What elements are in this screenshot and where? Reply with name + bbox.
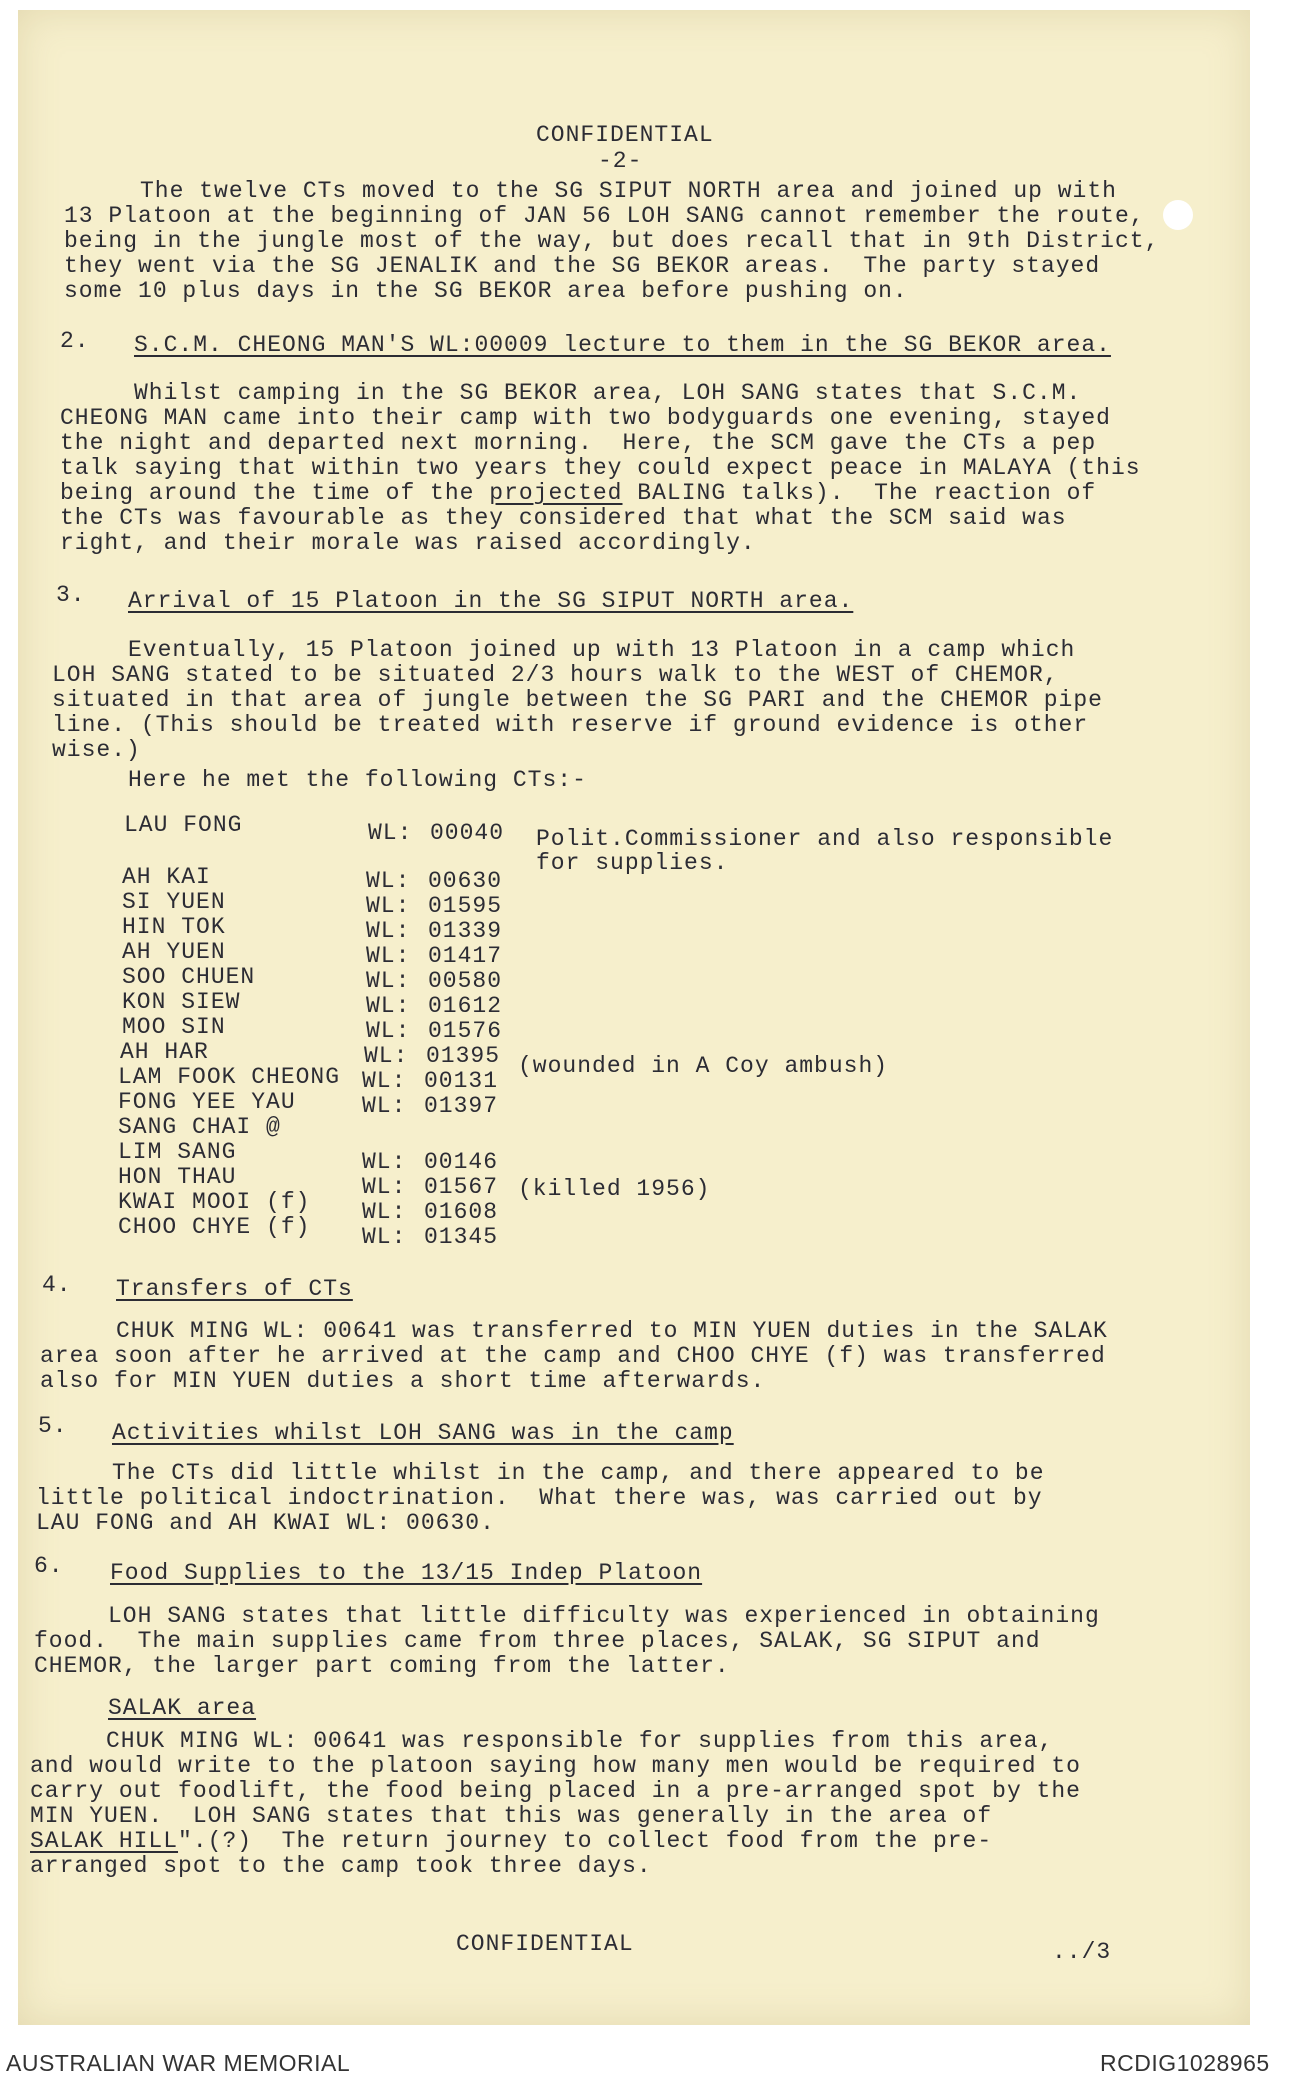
section-line: being around the time of the projected BALING talks). The reaction of xyxy=(60,480,1097,506)
section-line: arranged spot to the camp took three days. xyxy=(30,1853,652,1879)
section-line: CHUK MING WL: 00641 was transferred to MIN YUEN duties in the SALAK xyxy=(116,1318,1108,1344)
section-heading: S.C.M. CHEONG MAN'S WL:00009 lecture to them in the SG BEKOR area. xyxy=(134,332,1111,358)
ct-note: (killed 1956) xyxy=(518,1176,711,1202)
ct-name: LAM FOOK CHEONG xyxy=(118,1064,341,1090)
section-line: LOH SANG stated to be situated 2/3 hours walk to the WEST of CHEMOR, xyxy=(52,662,1059,688)
ct-wl-label: WL: xyxy=(364,1043,409,1069)
section-line: the CTs was favourable as they considered that what the SCM said was xyxy=(60,505,1067,531)
ct-wl-number: 00580 xyxy=(428,968,503,994)
section-line: area soon after he arrived at the camp and CHOO CHYE (f) was transferred xyxy=(40,1343,1106,1369)
ct-wl-number: 01395 xyxy=(426,1043,501,1069)
section-number: 5. xyxy=(38,1413,68,1439)
ct-name: HON THAU xyxy=(118,1164,237,1190)
subsection-heading: SALAK area xyxy=(108,1695,257,1721)
section-line: situated in that area of jungle between the SG PARI and the CHEMOR pipe xyxy=(52,687,1103,713)
ct-note: for supplies. xyxy=(536,850,729,876)
section-line: SALAK HILL".(?) The return journey to collect food from the pre- xyxy=(30,1828,993,1854)
ct-wl-number: 01612 xyxy=(428,993,503,1019)
section-line: also for MIN YUEN duties a short time afterwards. xyxy=(40,1368,766,1394)
intro-line: they went via the SG JENALIK and the SG BEKOR areas. The party stayed xyxy=(64,253,1101,279)
section-heading: Food Supplies to the 13/15 Indep Platoon xyxy=(110,1560,703,1586)
section-heading: Activities whilst LOH SANG was in the camp xyxy=(112,1420,734,1446)
ct-wl-number: 01595 xyxy=(428,893,503,919)
ct-wl-number: 01417 xyxy=(428,943,503,969)
ct-wl-label: WL: xyxy=(362,1068,407,1094)
section-line: the night and departed next morning. Here, the SCM gave the CTs a pep xyxy=(60,430,1097,456)
intro-line: 13 Platoon at the beginning of JAN 56 LOH SANG cannot remember the route, xyxy=(64,203,1145,229)
section-line: and would write to the platoon saying how many men would be required to xyxy=(30,1753,1081,1779)
section-line: LOH SANG states that little difficulty was experienced in obtaining xyxy=(108,1603,1100,1629)
ct-wl-number: 00040 xyxy=(430,820,505,846)
ct-name: AH KAI xyxy=(122,864,211,890)
section-line: talk saying that within two years they could expect peace in MALAYA (this xyxy=(60,455,1141,481)
section-number: 3. xyxy=(56,582,86,608)
ct-name: KON SIEW xyxy=(122,989,241,1015)
ct-wl-label: WL: xyxy=(366,868,411,894)
ct-wl-label: WL: xyxy=(362,1199,407,1225)
section-line: Whilst camping in the SG BEKOR area, LOH SANG states that S.C.M. xyxy=(134,380,1082,406)
ct-wl-label: WL: xyxy=(362,1093,407,1119)
section-number: 4. xyxy=(42,1272,72,1298)
ct-name: CHOO CHYE (f) xyxy=(118,1214,311,1240)
header-classification: CONFIDENTIAL xyxy=(536,122,714,148)
section-line: Eventually, 15 Platoon joined up with 13 Platoon in a camp which xyxy=(128,637,1076,663)
ct-wl-label: WL: xyxy=(366,968,411,994)
ct-wl-number: 00131 xyxy=(424,1068,499,1094)
ct-wl-number: 01345 xyxy=(424,1224,499,1250)
intro-line: being in the jungle most of the way, but does recall that in 9th District, xyxy=(64,228,1160,254)
footer-classification: CONFIDENTIAL xyxy=(456,1931,634,1957)
ct-name: MOO SIN xyxy=(122,1014,226,1040)
ct-name: HIN TOK xyxy=(122,914,226,940)
section-line: LAU FONG and AH KWAI WL: 00630. xyxy=(36,1510,495,1536)
ct-name: SI YUEN xyxy=(122,889,226,915)
ct-wl-number: 01397 xyxy=(424,1093,499,1119)
section-line: wise.) xyxy=(52,737,141,763)
archive-reference: RCDIG1028965 xyxy=(1100,2050,1270,2076)
intro-line: some 10 plus days in the SG BEKOR area before pushing on. xyxy=(64,278,908,304)
ct-wl-label: WL: xyxy=(366,1018,411,1044)
section-number: 2. xyxy=(60,328,90,354)
section-line: Here he met the following CTs:- xyxy=(128,767,587,793)
underlined-word: projected xyxy=(489,480,623,506)
section-line: right, and their morale was raised accordingly. xyxy=(60,530,756,556)
ct-note: (wounded in A Coy ambush) xyxy=(518,1053,889,1079)
ct-wl-number: 01567 xyxy=(424,1174,499,1200)
section-line: carry out foodlift, the food being placed in a pre-arranged spot by the xyxy=(30,1778,1081,1804)
ct-wl-label: WL: xyxy=(366,918,411,944)
ct-wl-label: WL: xyxy=(362,1224,407,1250)
ct-name: FONG YEE YAU xyxy=(118,1089,296,1115)
ct-name: LIM SANG xyxy=(118,1139,237,1165)
ct-wl-label: WL: xyxy=(366,893,411,919)
section-line: little political indoctrination. What there was, was carried out by xyxy=(36,1485,1043,1511)
ct-wl-label: WL: xyxy=(368,820,413,846)
page-number: -2- xyxy=(598,148,643,174)
intro-line: The twelve CTs moved to the SG SIPUT NORTH area and joined up with xyxy=(140,178,1117,204)
section-line: line. (This should be treated with reserve if ground evidence is other xyxy=(52,712,1089,738)
section-line: CHEONG MAN came into their camp with two bodyguards one evening, stayed xyxy=(60,405,1111,431)
section-line: CHEMOR, the larger part coming from the latter. xyxy=(34,1653,730,1679)
ct-wl-label: WL: xyxy=(362,1174,407,1200)
ct-name: LAU FONG xyxy=(124,812,243,838)
section-number: 6. xyxy=(34,1553,64,1579)
ct-wl-number: 00630 xyxy=(428,868,503,894)
underlined-word: SALAK HILL xyxy=(30,1828,179,1854)
ct-wl-label: WL: xyxy=(366,993,411,1019)
section-line: The CTs did little whilst in the camp, and there appeared to be xyxy=(112,1460,1045,1486)
ct-wl-label: WL: xyxy=(366,943,411,969)
section-heading: Arrival of 15 Platoon in the SG SIPUT NORTH area. xyxy=(128,588,854,614)
next-page-marker: ../3 xyxy=(1052,1939,1112,1965)
ct-note: Polit.Commissioner and also responsible xyxy=(536,826,1114,852)
section-heading: Transfers of CTs xyxy=(116,1276,353,1302)
ct-name: SOO CHUEN xyxy=(122,964,256,990)
section-line: food. The main supplies came from three places, SALAK, SG SIPUT and xyxy=(34,1628,1041,1654)
section-line: CHUK MING WL: 00641 was responsible for supplies from this area, xyxy=(106,1728,1054,1754)
ct-wl-number: 01576 xyxy=(428,1018,503,1044)
ct-wl-number: 01339 xyxy=(428,918,503,944)
ct-wl-number: 01608 xyxy=(424,1199,499,1225)
section-line: MIN YUEN. LOH SANG states that this was generally in the area of xyxy=(30,1803,993,1829)
ct-wl-label: WL: xyxy=(362,1149,407,1175)
ct-name: KWAI MOOI (f) xyxy=(118,1189,311,1215)
ct-name: AH HAR xyxy=(120,1039,209,1065)
archive-institution: AUSTRALIAN WAR MEMORIAL xyxy=(6,2050,351,2076)
ct-name: AH YUEN xyxy=(122,939,226,965)
ct-name: SANG CHAI @ xyxy=(118,1114,281,1140)
ct-wl-number: 00146 xyxy=(424,1149,499,1175)
